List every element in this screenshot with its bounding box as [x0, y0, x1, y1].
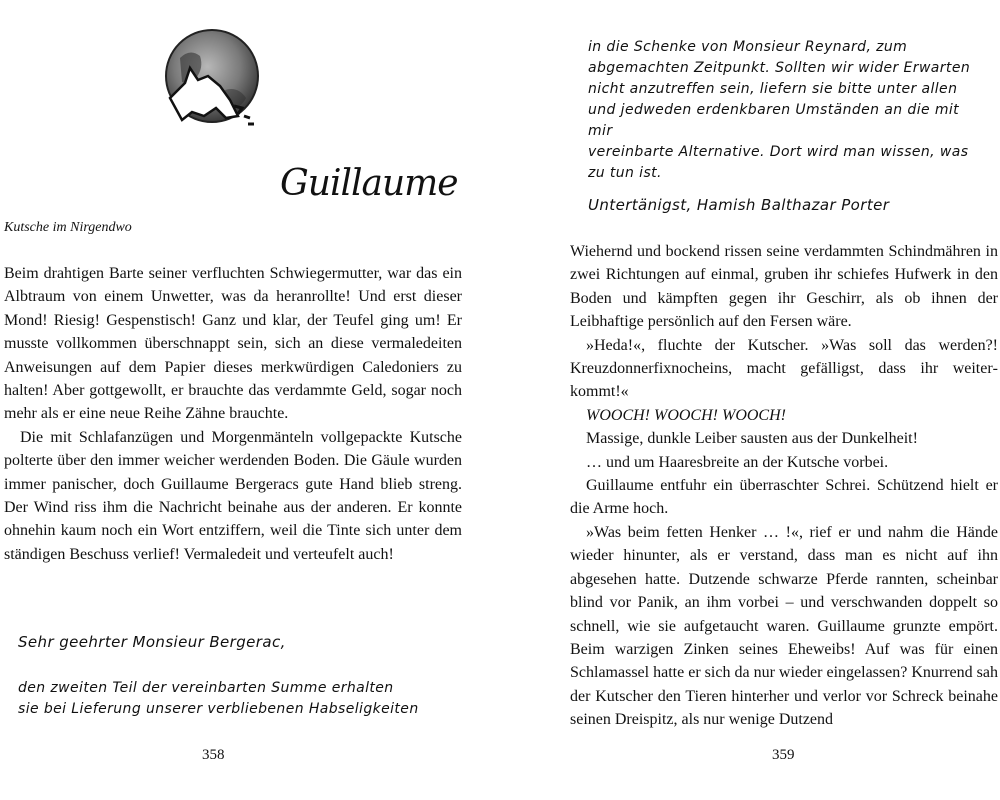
paragraph: »Heda!«, fluchte der Kutscher. »Was soll das werden?! Kreuzdonnerfixnocheins, macht gefälligst, dass ihr weiterkommt!«: [570, 336, 998, 401]
letter-continuation: [588, 37, 988, 184]
letter-line: abgemachten Zeitpunkt. Sollten wir wider Erwarten: [588, 60, 971, 76]
paragraph: Die mit Schlafanzügen und Morgenmänteln vollgepackte Kutsche polterte über den immer weicher werdenden Boden. Die Gäule wurden immer panischer, doch Guillaume Bergeracs gute Hand blieb streng. Der Wind riss ihm die Nachricht beinahe aus der anderen. Er konnte ohnehin kaum noch ein Wort entziffern, weil die Tinte sich unter dem ständigen Beschuss verlief! Vermaledeit und verteufelt auch!: [4, 428, 462, 563]
letter-line: und jedweden erdenkbaren Umständen an die mit mir: [588, 102, 960, 139]
page-number: 358: [202, 747, 225, 763]
paragraph: WOOCH! WOOCH! WOOCH!: [586, 406, 786, 424]
left-body-text: [4, 262, 462, 566]
chapter-emblem: [130, 28, 458, 204]
paragraph: Beim drahtigen Barte seiner verfluchten Schwiegermutter, war das ein Albtraum von einem Unwetter, was da heranrollte! Und erst dieser Mond! Riesig! Gespenstisch! Ganz und klar, der Teufel ging um! Er musste vollkommen überschnappt sein, sich an diese vermaledeiten Anweisungen auf dem Papier dieses merkwürdigen Caledoniers zu halten! Aber gottgewollt, er brauchte das verdammte Geld, sogar noch mehr als er eine neue Reihe Zähne brauchte.: [4, 265, 462, 423]
letter-line: zu tun ist.: [588, 165, 662, 181]
letter-line: den zweiten Teil der vereinbarten Summe erhalten: [18, 680, 394, 696]
letter-line: nicht anzutreffen sein, liefern sie bitte unter allen: [588, 81, 958, 97]
paragraph: Wiehernd und bockend rissen seine verdammten Schindmähren in zwei Richtungen auf einmal, gruben ihr schiefes Hufwerk in den Boden und kämpften gegen ihr Geschirr, als ob ihnen der Leibhaftige persönlich auf den Fersen wäre.: [570, 243, 998, 331]
right-page: [520, 0, 1000, 800]
letter-line: vereinbarte Alternative. Dort wird man wissen, was: [588, 144, 969, 160]
letter-greeting: Sehr geehrter Monsieur Bergerac,: [18, 633, 286, 651]
letter-signoff: Untertänigst, Hamish Balthazar Porter: [588, 196, 890, 214]
section-subtitle: Kutsche im Nirgendwo: [4, 220, 132, 235]
paragraph: Guillaume entfuhr ein überraschter Schrei. Schützend hielt er die Arme hoch.: [570, 477, 998, 518]
paragraph: Massige, dunkle Leiber sausten aus der Dunkelheit!: [586, 430, 918, 448]
letter-text: [18, 678, 438, 720]
letter-line: in die Schenke von Monsieur Reynard, zum: [588, 39, 908, 55]
paragraph: … und um Haaresbreite an der Kutsche vorbei.: [586, 453, 889, 471]
page-number: 359: [772, 747, 795, 763]
right-body-text: [570, 240, 998, 732]
paragraph: »Was beim fetten Henker … !«, rief er und nahm die Hände wieder hinunter, als er verstand, dass man es nicht auf ihn abgesehen hatte. Dutzende schwarze Pferde rannten, scheinbar blind vor Panik, an ihm vorbei – und verschwanden doppelt so schnell, wie sie aufgetaucht waren. Guillaume grunzte empört. Beim warzigen Zinken seines Eheweibs! Auf was für einen Schlamassel hatte er sich da nur wieder eingelassen? Knurrend sah der Kutscher den Tieren hinterher und verlor vor Schreck beinahe seinen Dreispitz, als nur wenige Dutzend: [570, 523, 998, 729]
left-page: [0, 0, 470, 800]
wolf-head-moon-icon: [130, 28, 310, 148]
chapter-title: Guillaume: [280, 163, 458, 204]
letter-line: sie bei Lieferung unserer verbliebenen Habseligkeiten: [18, 701, 419, 717]
